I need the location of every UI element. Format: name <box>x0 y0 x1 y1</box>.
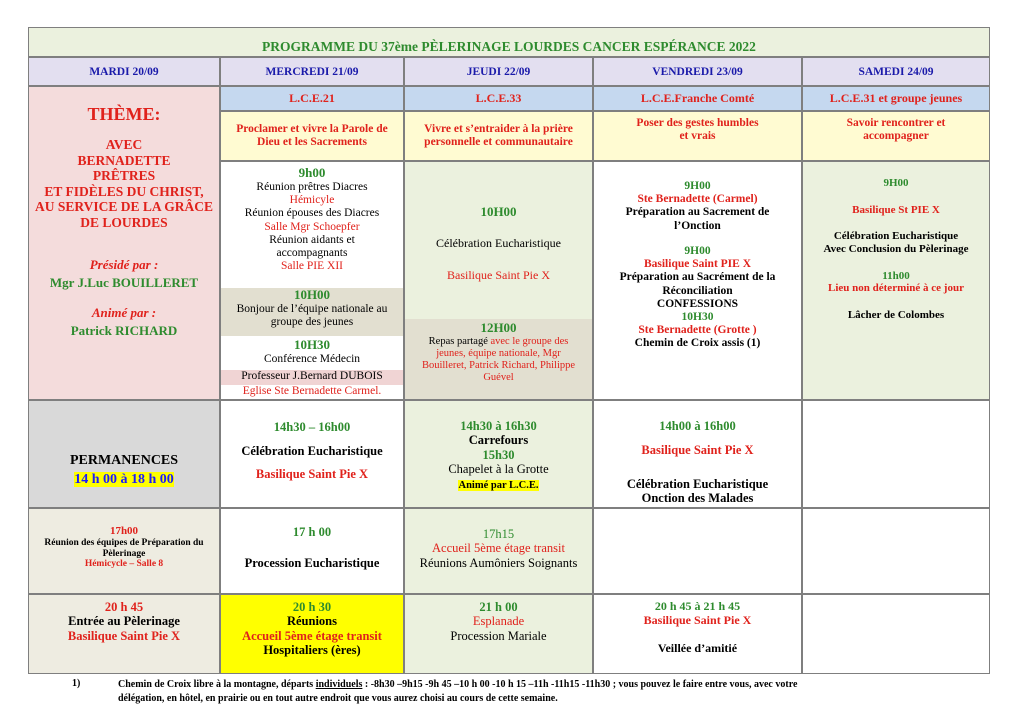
thu-meal-block: 12H00 Repas partagé avec le groupe des jeunes, équipe nationale, Mgr Bouilleret, Patrick Richard, Philippe Guével <box>405 319 592 399</box>
tue-eve-place: Hémicycle – Salle 8 <box>84 559 164 570</box>
thu-night-time: 21 h 00 <box>479 600 518 614</box>
wednesday-morning-cell <box>220 161 404 400</box>
thu-aft-time2: 15h30 <box>482 447 515 462</box>
thursday-evening-cell <box>404 508 593 594</box>
fri-line-2b: Réconciliation <box>662 284 733 297</box>
fri-aft-time: 14h00 à 16h00 <box>659 419 736 433</box>
wednesday-afternoon-cell <box>220 400 404 508</box>
tuesday-permanences-cell <box>28 400 220 508</box>
thu-line-1: Célébration Eucharistique <box>436 236 561 250</box>
wed-time-3: 10H30 <box>293 337 331 352</box>
day-header-saturday: SAMEDI 24/09 <box>802 57 990 86</box>
wednesday-evening-cell <box>220 508 404 594</box>
theme-thursday: Vivre et s’entraider à la prière personnelle et communautaire <box>404 111 593 161</box>
thursday-afternoon-cell <box>404 400 593 508</box>
sat-place-2: Lieu non déterminé à ce jour <box>828 282 964 295</box>
lce-thursday: L.C.E.33 <box>404 86 593 111</box>
saturday-night-cell <box>802 594 990 674</box>
saturday-morning-cell <box>802 161 990 400</box>
sat-line-1a: Célébration Eucharistique <box>833 230 959 243</box>
tue-night-text: Entrée au Pèlerinage <box>68 614 180 629</box>
fri-place-2: Basilique Saint PIE X <box>643 258 752 271</box>
tue-night-place: Basilique Saint Pie X <box>67 628 181 643</box>
permanences-time: 14 h 00 à 18 h 00 <box>74 472 174 487</box>
wed-speaker: Professeur J.Bernard DUBOIS <box>221 370 403 385</box>
fri-time-3: 10H30 <box>681 310 714 323</box>
theme-saturday: Savoir rencontrer et accompagner <box>802 111 990 161</box>
fri-aft-place: Basilique Saint Pie X <box>641 443 754 457</box>
tue-eve-time: 17h00 <box>109 525 139 537</box>
friday-evening-cell <box>593 508 802 594</box>
wed-line-3b: accompagnants <box>276 247 348 260</box>
theme-friday: Poser des gestes humbles et vrais <box>593 111 802 161</box>
thu-aft-time: 14h30 à 16h30 <box>460 419 537 433</box>
thursday-night-cell <box>404 594 593 674</box>
thu-aft-text: Carrefours <box>468 433 529 448</box>
tue-eve-line-2: Pèlerinage <box>102 548 146 559</box>
wed-night-time: 20 h 30 <box>292 600 332 614</box>
thu-eve-line-2: Réunions Aumôniers Soignants <box>419 555 578 570</box>
thu-place-1: Basilique Saint Pie X <box>447 268 550 282</box>
lce-wednesday: L.C.E.21 <box>220 86 404 111</box>
fri-place-3: Ste Bernadette (Grotte ) <box>638 324 757 337</box>
sat-line-2: Lâcher de Colombes <box>847 308 945 321</box>
page-title: PROGRAMME DU 37ème PÈLERINAGE LOURDES CANCER ESPÉRANCE 2022 <box>28 27 990 57</box>
wed-night-line-3: Hospitaliers (ères) <box>263 643 361 658</box>
day-header-wednesday: MERCREDI 21/09 <box>220 57 404 86</box>
thu-aft-text2: Chapelet à la Grotte <box>448 462 549 477</box>
wednesday-night-cell <box>220 594 404 674</box>
day-header-friday: VENDREDI 23/09 <box>593 57 802 86</box>
wed-place-2: Salle Mgr Schoepfer <box>264 220 360 233</box>
thu-eve-line-1: Accueil 5ème étage transit <box>432 541 565 556</box>
saturday-afternoon-cell <box>802 400 990 508</box>
wed-line-2: Réunion épouses des Diacres <box>244 207 380 220</box>
thu-aft-anim: Animé par L.C.E. <box>458 479 539 491</box>
fri-line-1b: l’Onction <box>674 219 721 232</box>
sat-time-1: 9H00 <box>883 177 909 189</box>
friday-night-cell <box>593 594 802 674</box>
tuesday-theme-cell <box>28 86 220 400</box>
fri-time-2: 9H00 <box>684 244 711 257</box>
footnote: Chemin de Croix libre à la montagne, départs individuels : -8h30 –9h15 -9h 45 –10 h 00 -10 h 15 –11h -11h15 -11h30 ; vous pouvez le faire entre vous, avec votre délégation, en hôtel, en prairie ou en tout autre endroit que vous aurez choisi au cours de cette semaine. <box>118 679 798 704</box>
thu-night-line-2: Procession Mariale <box>450 628 547 643</box>
fri-line-3: Chemin de Croix assis (1) <box>634 337 761 350</box>
thu-night-line-1: Esplanade <box>472 614 525 629</box>
lce-saturday: L.C.E.31 et groupe jeunes <box>802 86 990 111</box>
wed-place-3: Salle PIE XII <box>281 260 343 273</box>
lce-friday: L.C.E.Franche Comté <box>593 86 802 111</box>
friday-morning-cell <box>593 161 802 400</box>
thu-time-1: 10H00 <box>480 204 517 219</box>
tue-night-time: 20 h 45 <box>104 600 144 614</box>
wed-time-1: 9h00 <box>298 165 326 180</box>
presided-label: Présidé par : <box>89 257 159 272</box>
presided-name: Mgr J.Luc BOUILLERET <box>49 275 199 290</box>
thu-eve-time: 17h15 <box>482 527 515 541</box>
fri-line-2c: CONFESSIONS <box>656 297 739 310</box>
sat-time-2: 11h00 <box>882 269 910 282</box>
footnote-number: 1) <box>72 678 81 689</box>
fri-time-1: 9H00 <box>684 180 711 192</box>
sat-place-1: Basilique St PIE X <box>852 203 940 216</box>
theme-text: AVEC BERNADETTE PRÊTRES ET FIDÈLES DU CHRIST, AU SERVICE DE LA GRÂCE DE LOURDES <box>34 137 214 230</box>
theme-wednesday: Proclamer et vivre la Parole de Dieu et les Sacrements <box>220 111 404 161</box>
wed-eve-time: 17 h 00 <box>292 525 332 539</box>
fri-place-1: Ste Bernadette (Carmel) <box>637 193 758 206</box>
tuesday-night-cell <box>28 594 220 674</box>
tuesday-evening-cell <box>28 508 220 594</box>
fri-aft-line-1: Célébration Eucharistique <box>626 477 769 491</box>
fri-aft-line-2: Onction des Malades <box>641 491 754 506</box>
wed-aft-place: Basilique Saint Pie X <box>255 467 369 481</box>
theme-heading: THÈME: <box>87 104 161 124</box>
wed-place-1: Hémicyle <box>289 194 335 207</box>
saturday-evening-cell <box>802 508 990 594</box>
fri-night-time: 20 h 45 à 21 h 45 <box>654 599 741 613</box>
wed-aft-text: Célébration Eucharistique <box>241 444 383 458</box>
wed-place-6: Eglise Ste Bernadette Carmel. <box>242 385 382 397</box>
fri-line-1a: Préparation au Sacrement de <box>625 206 770 219</box>
permanences-label: PERMANENCES <box>69 453 179 468</box>
fri-line-2a: Préparation au Sacrément de la <box>619 271 776 284</box>
sat-line-1b: Avec Conclusion du Pèlerinage <box>823 242 969 255</box>
animated-name: Patrick RICHARD <box>70 323 178 338</box>
friday-afternoon-cell <box>593 400 802 508</box>
wed-line-3a: Réunion aidants et <box>269 233 355 246</box>
day-header-tuesday: MARDI 20/09 <box>28 57 220 86</box>
wed-night-line-2: Accueil 5ème étage transit <box>242 628 382 643</box>
fri-night-text: Veillée d’amitié <box>657 640 738 655</box>
fri-night-place: Basilique Saint Pie X <box>643 612 752 627</box>
wed-eve-text: Procession Eucharistique <box>244 556 380 570</box>
animated-label: Animé par : <box>91 305 157 320</box>
wed-line-1: Réunion prêtres Diacres <box>256 181 368 193</box>
thursday-morning-cell <box>404 161 593 400</box>
day-header-thursday: JEUDI 22/09 <box>404 57 593 86</box>
wed-aft-time: 14h30 – 16h00 <box>273 420 351 434</box>
wed-line-5: Conférence Médecin <box>263 352 361 365</box>
tue-eve-line-1: Réunion des équipes de Préparation du <box>44 537 204 548</box>
wed-jeunes-block: 10H00 Bonjour de l’équipe nationale au groupe des jeunes <box>221 288 403 336</box>
wed-night-line-1: Réunions <box>286 614 338 629</box>
